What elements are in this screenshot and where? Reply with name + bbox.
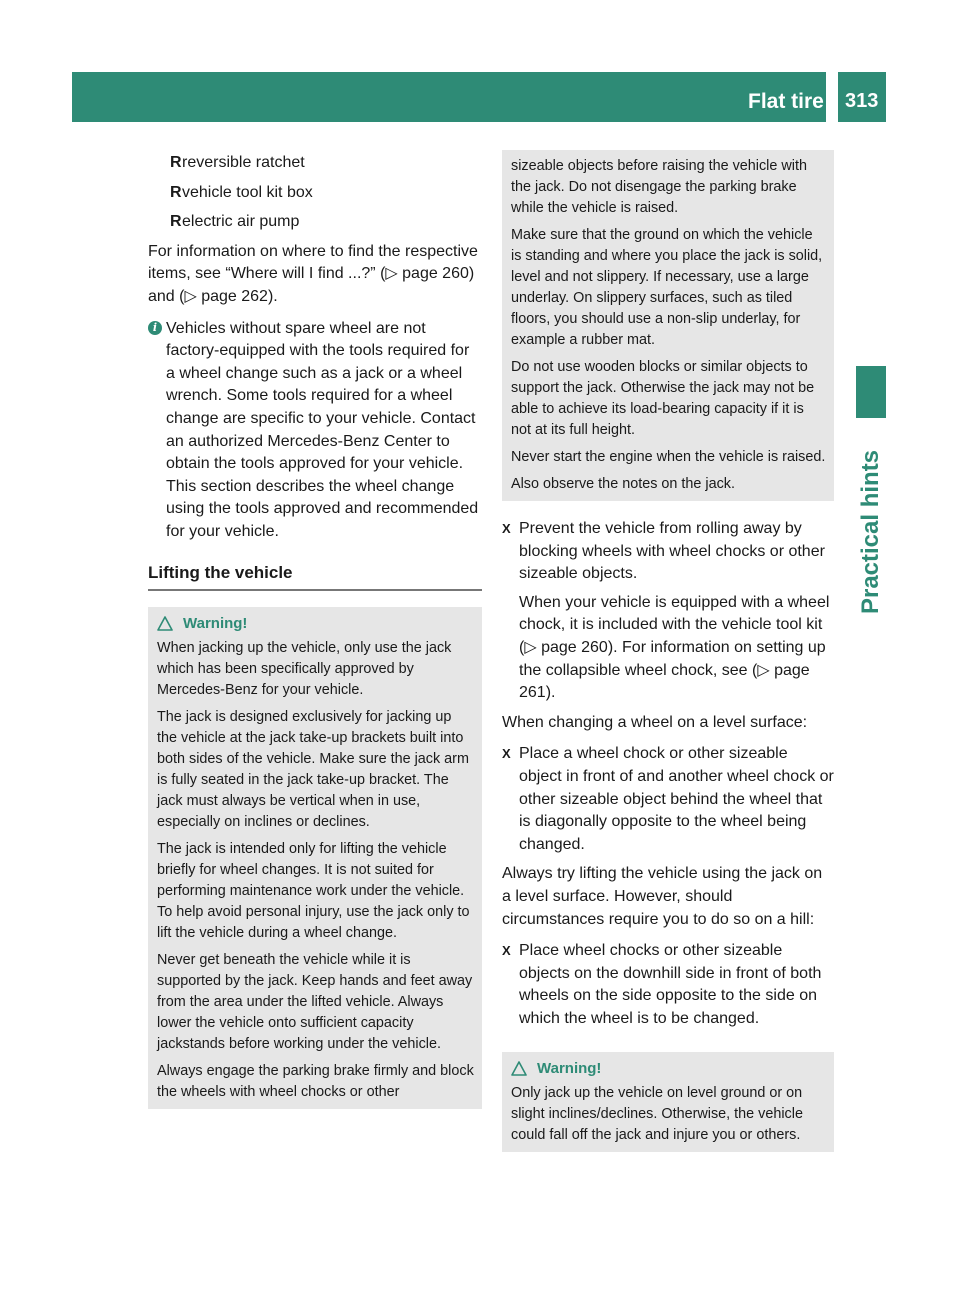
warning-paragraph: Never start the engine when the vehicle is raised. bbox=[511, 449, 826, 465]
bullet-marker: R bbox=[170, 154, 182, 171]
warning-box-continued bbox=[502, 150, 834, 501]
info-note bbox=[148, 318, 482, 544]
warning-heading bbox=[511, 1058, 826, 1079]
bullet-text: reversible ratchet bbox=[182, 154, 305, 171]
warning-heading bbox=[157, 613, 474, 634]
instruction-step bbox=[502, 518, 834, 705]
warning-paragraph: Also observe the notes on the jack. bbox=[511, 476, 735, 492]
step-marker: X bbox=[502, 521, 511, 536]
step-marker: X bbox=[502, 746, 511, 762]
instruction-step bbox=[502, 743, 834, 856]
warning-title: Warning! bbox=[537, 1060, 602, 1078]
warning-paragraph: The jack is intended only for lifting the vehicle briefly for wheel changes. It is not suited for performing maintenance work under the vehicle. To help avoid personal injury, use the jack only to lift the vehicle during a wheel change. bbox=[157, 841, 470, 942]
list-item bbox=[148, 182, 482, 205]
level-surface-paragraph: When changing a wheel on a level surface: bbox=[502, 713, 808, 731]
page-title: Flat tire bbox=[748, 90, 824, 113]
bullet-text: electric air pump bbox=[182, 213, 300, 231]
bullet-marker: R bbox=[170, 213, 182, 231]
warning-paragraph: Always engage the parking brake firmly and block the wheels with wheel chocks or other bbox=[157, 1063, 474, 1101]
warning-paragraph: Only jack up the vehicle on level ground or on slight inclines/declines. Otherwise, the vehicle could fall off the jack and injure you or others. bbox=[511, 1085, 803, 1144]
step-text: Place wheel chocks or other sizeable objects on the downhill side in front of both wheels on the side opposite to the side on which the wheel is to be changed. bbox=[519, 942, 822, 1027]
warning-paragraph: Never get beneath the vehicle while it is supported by the jack. Keep hands and feet away from the area under the lifted vehicle. Always lower the vehicle onto sufficient capacity jackstands before working under the vehicle. bbox=[157, 952, 473, 1053]
warning-title: Warning! bbox=[183, 615, 248, 633]
warning-triangle-icon bbox=[157, 616, 173, 631]
warning-triangle-icon bbox=[511, 1061, 527, 1076]
info-icon: i bbox=[148, 321, 162, 335]
list-item bbox=[148, 211, 482, 234]
bullet-marker: R bbox=[170, 183, 182, 201]
warning-box bbox=[148, 607, 482, 1109]
header-bar bbox=[72, 72, 826, 122]
warning-paragraph: sizeable objects before raising the vehicle with the jack. Do not disengage the parking brake while the vehicle is raised. bbox=[511, 158, 807, 216]
side-tab-marker bbox=[856, 366, 886, 418]
step-text: Place a wheel chock or other sizeable object in front of and another wheel chock or other sizeable object behind the wheel that is diagonally opposite to the wheel being changed. bbox=[519, 745, 834, 853]
step-marker: X bbox=[502, 943, 511, 959]
instruction-step bbox=[502, 940, 834, 1030]
bullet-text: vehicle tool kit box bbox=[182, 183, 313, 201]
step-text: Prevent the vehicle from rolling away by blocking wheels with wheel chocks or other sizeable objects. bbox=[519, 520, 825, 583]
list-item bbox=[148, 152, 482, 175]
hill-paragraph: Always try lifting the vehicle using the jack on a level surface. However, should circumstances require you to do so on a hill: bbox=[502, 865, 823, 928]
warning-box bbox=[502, 1052, 834, 1152]
left-column bbox=[148, 152, 482, 1109]
warning-paragraph: When jacking up the vehicle, only use the jack which has been specifically approved by Mercedes-Benz for your vehicle. bbox=[157, 640, 452, 699]
warning-paragraph: The jack is designed exclusively for jacking up the vehicle at the jack take-up brackets built into both sides of the vehicle. Make sure the jack arm is fully seated in the jack take-up bracket. The jack must always be vertical when in use, especially on inclines or declines. bbox=[157, 709, 469, 831]
right-column bbox=[502, 150, 834, 1152]
page-number: 313 bbox=[845, 90, 879, 112]
warning-paragraph: Do not use wooden blocks or similar objects to support the jack. Otherwise the jack may not be able to achieve its load-bearing capacity if it is not at its full height. bbox=[511, 359, 815, 438]
info-text: Vehicles without spare wheel are not factory-equipped with the tools required for a wheel change such as a jack or a wheel wrench. Some tools required for a wheel change are specific to your vehicle. Contact an authorized Mercedes-Benz Center to obtain the tools approved for your vehicle. This section describes the wheel change using the tools approved and recommended for your vehicle. bbox=[166, 319, 479, 540]
warning-paragraph: Make sure that the ground on which the vehicle is standing and where you place the jack is solid, level and not slippery. If necessary, use a large underlay. On slippery surfaces, such as tiled floors, you should use a non-slip underlay, for example a rubber mat. bbox=[511, 227, 823, 348]
find-items-paragraph: For information on where to find the respective items, see “Where will I find ...?” (▷ page 260) and (▷ page 262). bbox=[148, 242, 478, 305]
section-title: Lifting the vehicle bbox=[148, 562, 482, 592]
header-separator bbox=[831, 72, 835, 122]
step-note: When your vehicle is equipped with a wheel chock, it is included with the vehicle tool kit (▷ page 260). For information on setting up the collapsible wheel chock, see (▷ page 261). bbox=[519, 593, 830, 702]
side-tab-label: Practical hints bbox=[857, 449, 884, 615]
